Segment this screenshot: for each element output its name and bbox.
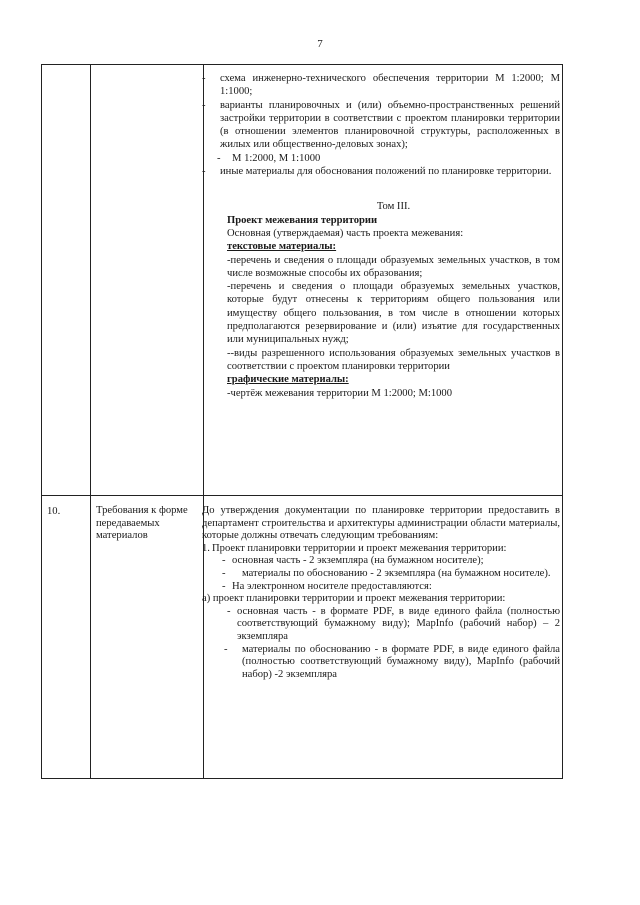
list-item: - На электронном носителе предоставляются: bbox=[222, 580, 432, 592]
text-materials-label: текстовые материалы: bbox=[227, 241, 337, 253]
list-item: 1. Проект планировки территории и проект межевания территории: bbox=[202, 542, 507, 554]
list-item: - материалы по обоснованию - 2 экземпляра (на бумажном носителе). bbox=[222, 567, 551, 579]
tom-section bbox=[202, 200, 560, 399]
table-border-top bbox=[41, 64, 563, 65]
row10-content-cell bbox=[202, 505, 560, 681]
paragraph: -чертёж межевания территории М 1:2000; М:1000 bbox=[227, 387, 453, 399]
list-item: - основная часть - 2 экземпляра (на бумажном носителе); bbox=[222, 555, 484, 567]
row10-intro: До утверждения документации по планировке территории предоставить в департамент строительства и архитектуры администрации области материалы, которые должны отвечать следующим требованиям: bbox=[202, 505, 560, 542]
paragraph: -перечень и сведения о площади образуемых земельных участков, в том числе возможные способы их образования; bbox=[227, 254, 560, 279]
list-item: - М 1:2000, М 1:1000 bbox=[217, 152, 321, 164]
table-border-left bbox=[41, 64, 42, 779]
tom-title: Проект межевания территории bbox=[227, 214, 378, 226]
row-number: 10. bbox=[47, 506, 61, 517]
paragraph: --виды разрешенного использования образуемых земельных участков в соответствии с проектом планировки территории bbox=[227, 347, 560, 372]
page-number: 7 bbox=[317, 38, 323, 50]
requirement-name: Требования к форме передаваемых материалов bbox=[96, 505, 188, 542]
tom-intro: Основная (утверждаемая) часть проекта межевания: bbox=[227, 227, 464, 239]
list-item: а) проект планировки территории и проект межевания территории: bbox=[202, 593, 506, 605]
table-border-right bbox=[562, 64, 563, 779]
table-border-bottom bbox=[41, 778, 563, 779]
graphic-materials-label: графические материалы: bbox=[227, 374, 349, 386]
list-item: - основная часть - в формате PDF, в виде единого файла (полностью соответствующий бумажному виду); MapInfo (рабочий набор) – 2 экземпляра bbox=[227, 605, 560, 642]
tom-heading: Том III. bbox=[376, 201, 411, 213]
list-item: - материалы по обоснованию - в формате PDF, в виде единого файла (полностью соответствующий бумажному виду), MapInfo (рабочий набор) -2 экземпляра bbox=[224, 643, 560, 680]
paragraph: -перечень и сведения о площади образуемых земельных участков, которые будут отнесены к территориям общего пользования или имуществу общего пользования, в том числе в отношении которых предполагаются резервирование и (или) изъятие для государственных или муниципальных нужд; bbox=[227, 281, 560, 346]
requirements-table bbox=[41, 64, 563, 779]
upper-content-cell bbox=[202, 72, 560, 400]
list-item: - варианты планировочных и (или) объемно-пространственных решений застройки территории в соответствии с проектом планировки территории (в отношении элементов планировочной структуры, расположенных в жилых или общественно-деловых зонах); bbox=[202, 99, 560, 151]
table-divider-number bbox=[90, 64, 91, 779]
list-item: - иные материалы для обоснования положений по планировке территории. bbox=[202, 166, 552, 178]
list-item: - схема инженерно-технического обеспечения территории М 1:2000; М 1:1000; bbox=[202, 73, 560, 98]
table-row-separator bbox=[41, 495, 563, 496]
